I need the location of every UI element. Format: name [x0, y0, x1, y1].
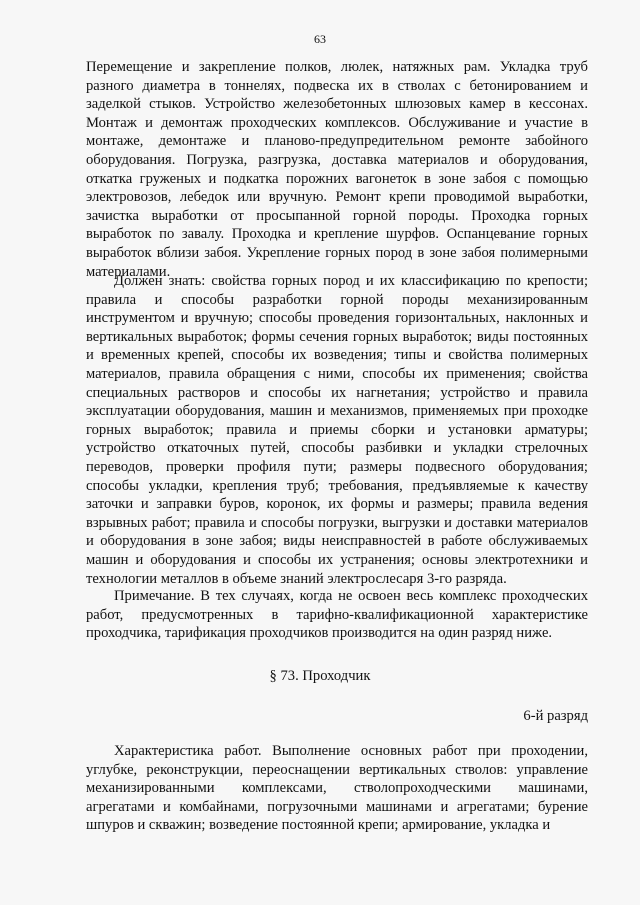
paragraph-work-characteristics: Характеристика работ. Выполнение основных работ при проходении, углубке, реконструкции, переоснащении вертикальных стволов: управление механизированными комплексами, стволопроходческими машинами, агрегатами и комбайнами, погрузочными машинами и агрегатами; бурение шпуров и скважин; возведение постоянной крепи; армирование, укладка и — [86, 743, 588, 834]
paragraph-note: Примечание. В тех случаях, когда не освоен весь комплекс проходческих работ, предусмотренных в тарифно-квалификационной характеристике проходчика, тарификация проходчиков производится на один разряд ниже. — [86, 588, 588, 642]
paragraph-must-know: Должен знать: свойства горных пород и их классификацию по крепости; правила и способы разработки горной породы механизированным инструментом и вручную; способы проведения горизонтальных, наклонных и вертикальных выработок; формы сечения горных выработок; виды постоянных и временных крепей, способы их возведения; типы и свойства полимерных материалов, правила обращения с ними, способы их применения; свойства специальных растворов и способы их нагнетания; устройство и правила эксплуатации оборудования, машин и механизмов, применяемых при проходке горных выработок; правила и приемы сборки и установки арматуры; устройство откаточных путей, способы разбивки и укладки стрелочных переводов, проверки профиля пути; размеры подвесного оборудования; способы укладки, крепления труб; требования, предъявляемые к качеству заточки и заправки буров, коронок, их формы и размеры; правила ведения взрывных работ; правила и способы погрузки, выгрузки и доставки материалов и оборудования в зоне забоя; виды неисправностей в работе обслуживаемых машин и оборудования и способы их устранения; основы электротехники и технологии металлов в объеме знаний электрослесаря 3-го разряда. — [86, 273, 588, 587]
section-heading: § 73. Проходчик — [269, 668, 371, 684]
paragraph-work-duties-continued: Перемещение и закрепление полков, люлек, натяжных рам. Укладка труб разного диаметра в тоннелях, подвеска их в стволах с бетонированием и заделкой стыков. Устройство железобетонных шлюзовых камер в кессонах. Монтаж и демонтаж проходческих комплексов. Обслуживание и участие в монтаже, демонтаже и планово-предупредительном ремонте забойного оборудования. Погрузка, разгрузка, доставка материалов и оборудования, откатка груженых и подкатка порожних вагонеток в зоне забоя с помощью электровозов, лебедок или вручную. Ремонт крепи проводимой выработки, зачистка выработки от просыпанной горной породы. Проходка горных выработок по завалу. Проходка и крепление шурфов. Оспанцевание горных выработок вблизи забоя. Укрепление горных пород в зоне забоя полимерными материалами. — [86, 59, 588, 280]
page-number: 63 — [314, 32, 326, 46]
grade-label: 6-й разряд — [523, 708, 588, 724]
